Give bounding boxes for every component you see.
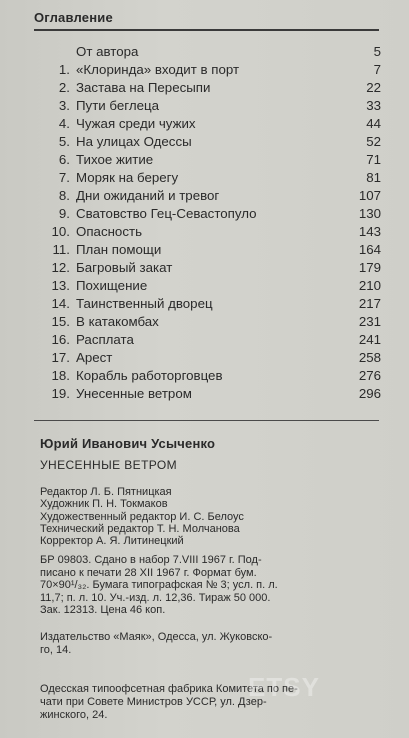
toc-entry-number: 15. [51, 314, 70, 329]
book-title: УНЕСЕННЫЕ ВЕТРОМ [40, 458, 178, 472]
toc-entry-number: 5. [58, 134, 70, 149]
printer-line: чати при Совете Министров УССР, ул. Дзер- [40, 696, 267, 708]
toc-entry [0, 368, 409, 386]
toc-entry-number: 10. [51, 224, 70, 239]
toc-entry-title: Моряк на берегу [76, 170, 179, 185]
toc-entry [0, 98, 409, 116]
toc-entry-page: 44 [366, 116, 381, 131]
imprint-line: 70×90¹/₃₂. Бумага типографская № 3; усл. п. л. [40, 579, 278, 592]
toc-entry-number: 16. [51, 332, 70, 347]
publisher-line: Издательство «Маяк», Одесса, ул. Жуковско- [40, 631, 273, 643]
toc-entry-title: От автора [76, 44, 139, 59]
toc-entry [0, 386, 409, 404]
toc-entry-number: 3. [58, 98, 70, 113]
toc-entry-page: 130 [358, 206, 381, 221]
toc-entry-title: Унесенные ветром [76, 386, 192, 401]
toc-entry-number: 12. [51, 260, 70, 275]
toc-entry-page: 81 [366, 170, 381, 185]
toc-entry-page: 107 [358, 188, 381, 203]
toc-entry-title: Чужая среди чужих [76, 116, 196, 131]
toc-entry-page: 210 [358, 278, 381, 293]
toc-entry-title: Похищение [76, 278, 148, 293]
toc-entry [0, 332, 409, 350]
imprint-line: Зак. 12313. Цена 46 коп. [40, 604, 166, 617]
toc-entry-number: 8. [58, 188, 70, 203]
imprint-line: БР 09803. Сдано в набор 7.VIII 1967 г. Под- [40, 554, 262, 566]
toc-entry [0, 296, 409, 314]
toc-entry-title: «Клоринда» входит в порт [76, 62, 240, 77]
toc-entry-title: Опасность [76, 224, 142, 239]
toc-entry [0, 314, 409, 332]
imprint-line: 11,7; п. л. 10. Уч.-изд. л. 12,36. Тираж 50 000. [40, 591, 271, 604]
toc-entry [0, 170, 409, 188]
toc-entry [0, 62, 409, 80]
toc-entry-page: 276 [358, 368, 381, 383]
heading-rule [34, 29, 379, 31]
section-rule [34, 420, 379, 421]
toc-entry-page: 217 [358, 296, 381, 311]
toc-entry-page: 241 [358, 332, 381, 347]
toc-entry [0, 206, 409, 224]
toc-entry-title: Дни ожиданий и тревог [76, 188, 220, 203]
toc-entry-title: Корабль работорговцев [76, 368, 223, 383]
toc-entry [0, 44, 409, 62]
toc-entry-page: 179 [358, 260, 381, 275]
toc-entry [0, 188, 409, 206]
toc-entry-title: Сватовство Гец-Севастопуло [76, 206, 257, 221]
printer-line: жинского, 24. [40, 709, 108, 721]
toc-entry-number: 7. [58, 170, 70, 185]
toc-entry-page: 52 [366, 134, 381, 149]
toc-entry-title: Пути беглеца [76, 98, 160, 113]
credit-line: Корректор А. Я. Литинецкий [40, 535, 184, 548]
toc-entry-title: На улицах Одессы [76, 134, 192, 149]
toc-entry-page: 164 [358, 242, 381, 257]
printer-line: Одесская типоофсетная фабрика Комитета по пе- [40, 683, 298, 695]
toc-entry-title: Арест [76, 350, 113, 365]
credit-line: Технический редактор Т. Н. Молчанова [40, 522, 240, 535]
toc-entry-title: Застава на Пересыпи [76, 80, 211, 95]
imprint-block [40, 554, 278, 617]
toc-entry-number: 9. [58, 206, 70, 221]
contents-heading: Оглавление [34, 10, 113, 25]
toc-entry-title: Расплата [76, 332, 134, 347]
toc-entry-page: 22 [366, 80, 381, 95]
toc-entry-number: 4. [58, 116, 70, 131]
toc-entry-number: 18. [51, 368, 70, 383]
toc-entry [0, 152, 409, 170]
toc-entry-title: Багровый закат [76, 260, 173, 275]
toc-entry-page: 231 [358, 314, 381, 329]
credit-line: Редактор Л. Б. Пятницкая [40, 486, 172, 498]
toc-entry-number: 14. [51, 296, 70, 311]
toc-entry-number: 6. [58, 152, 70, 167]
toc-entry [0, 242, 409, 260]
toc-entry-number: 2. [58, 80, 70, 95]
toc-entry-page: 71 [366, 152, 381, 167]
toc-entry-number: 13. [51, 278, 70, 293]
toc-entry [0, 134, 409, 152]
credits-block [40, 486, 244, 547]
toc-entry-title: В катакомбах [76, 314, 159, 329]
toc-entry-page: 143 [358, 224, 381, 239]
toc-entry [0, 224, 409, 242]
toc-entry [0, 278, 409, 296]
publisher-block [40, 631, 272, 657]
toc-entry-title: Тихое житие [76, 152, 154, 167]
toc-entry-page: 258 [358, 350, 381, 365]
toc-entry-title: План помощи [76, 242, 162, 257]
toc-entry-number: 11. [52, 242, 70, 257]
toc-entry [0, 350, 409, 368]
toc-entry-page: 7 [373, 62, 381, 77]
imprint-line: писано к печати 28 XII 1967 г. Формат бум. [40, 566, 257, 579]
toc-entry [0, 80, 409, 98]
toc-entry-number: 1. [58, 62, 70, 77]
author-name: Юрий Иванович Усыченко [40, 436, 216, 451]
toc-entry-number: 19. [51, 386, 70, 401]
etsy-watermark: ETSY [248, 672, 320, 702]
toc-entry [0, 260, 409, 278]
publisher-line: го, 14. [40, 644, 72, 656]
toc-entry-title: Таинственный дворец [76, 296, 213, 311]
toc-entry-number: 17. [51, 350, 70, 365]
toc-entry [0, 116, 409, 134]
toc-entry-page: 33 [366, 98, 381, 113]
credit-line: Художественный редактор И. С. Белоус [40, 510, 244, 523]
credit-line: Художник П. Н. Токмаков [40, 498, 168, 511]
toc-entry-page: 5 [373, 44, 381, 59]
toc-entry-page: 296 [358, 386, 381, 401]
